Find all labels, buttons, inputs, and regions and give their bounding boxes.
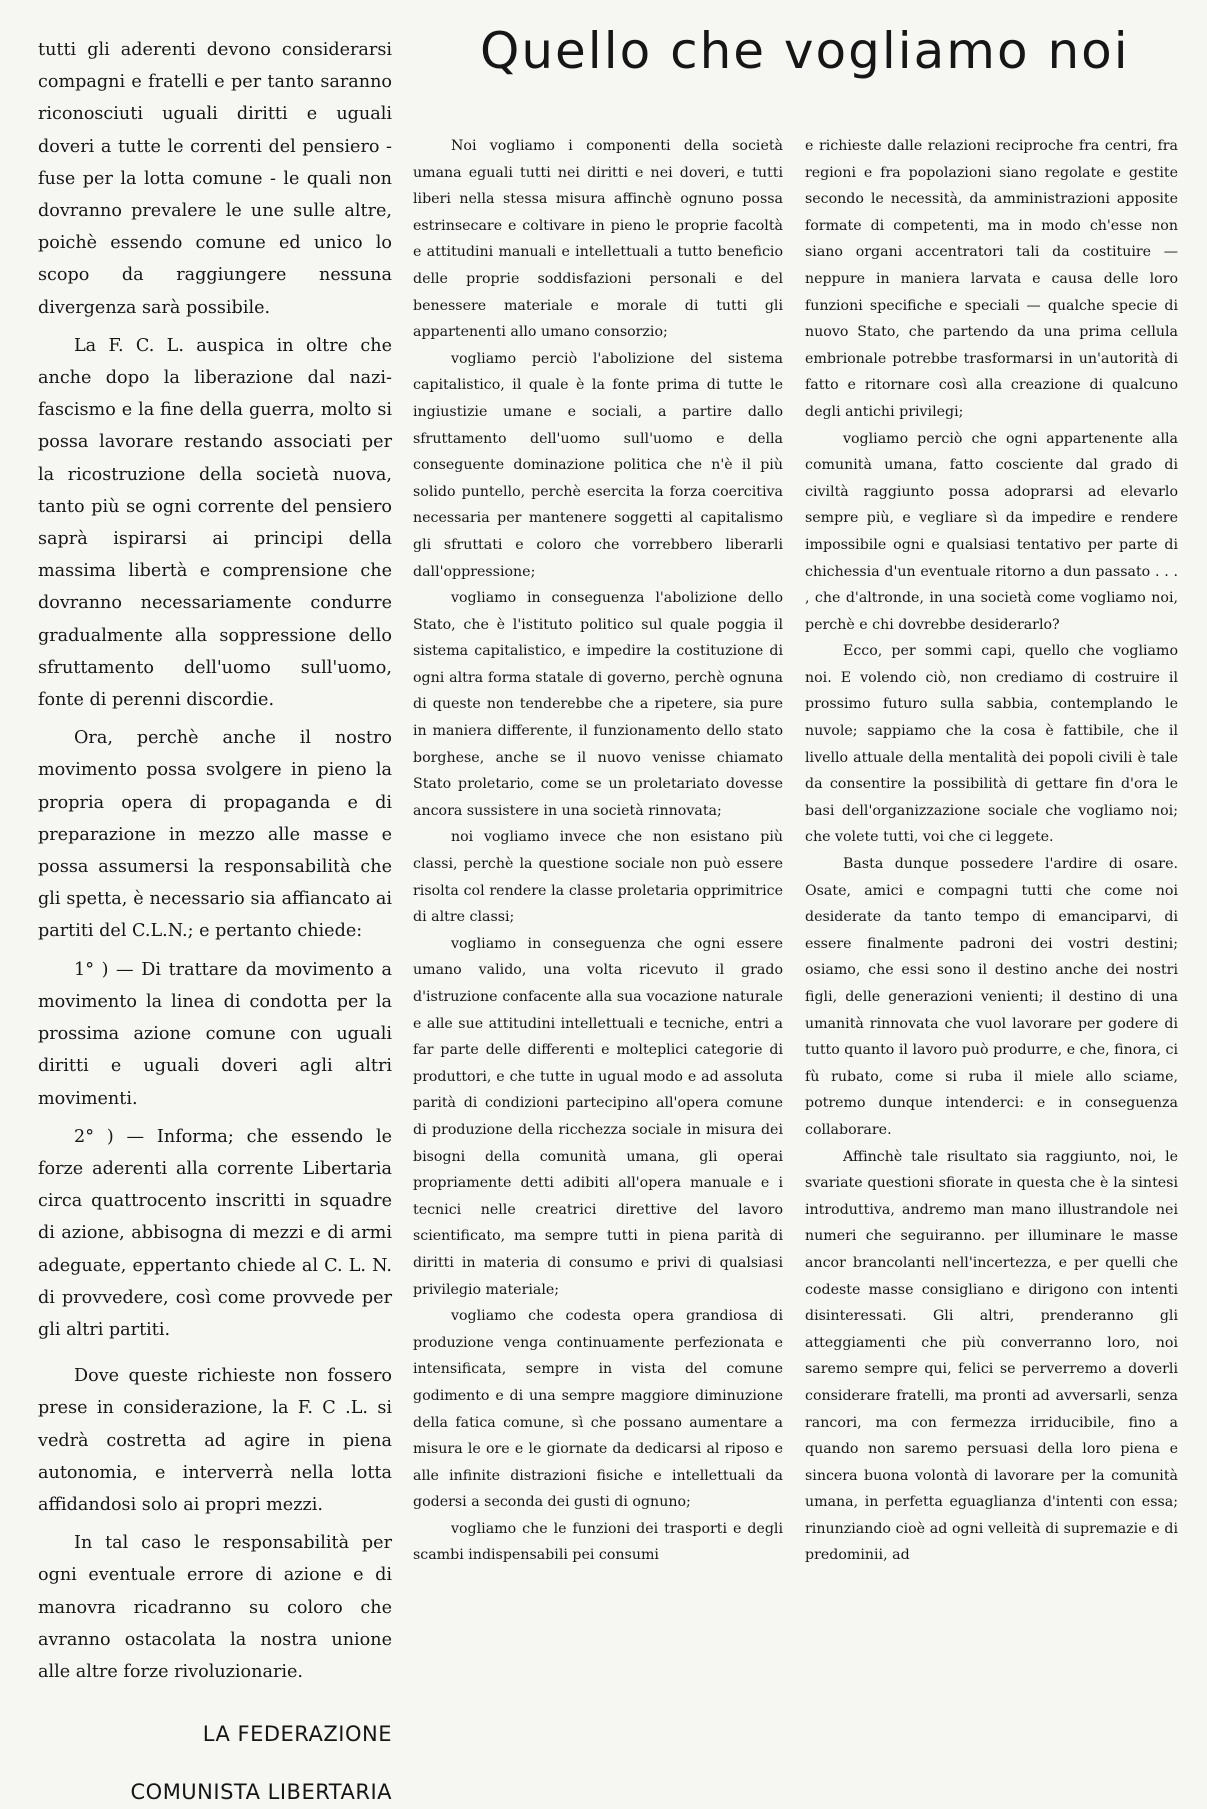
paragraph: vogliamo in conseguenza che ogni essere umano valido, una volta ricevuto il grado d'istruzione confacente alla sua vocazione naturale e alle sue attitudini intellettuali e tecniche, entri a far parte delle differenti e molteplici categorie di produttori, e che tutte in ugual modo e ad assoluta parità di condizioni partecipino all'opera comune di produzione della ricchezza sociale in misura dei bisogni della comunità umana, gli operai propriamente detti adibiti all'opera manuale e i tecnici nelle creatrici direttive del lavoro scientificato, ma sempre tutti in piena parità di diritti in materia di consumo e privi di qualsiasi privilegio materiale; [413,935,783,1298]
paragraph: Affinchè tale risultato sia raggiunto, noi, le svariate questioni sfiorate in questa che è la sintesi introduttiva, andremo man mano illustrandole nei numeri che seguiranno. per illuminare le masse ancor brancolanti nell'incertezza, e per quelli che codeste masse consigliano e dirigono con intenti disinteressati. Gli altri, prenderanno gli atteggiamenti che più converranno loro, noi saremo sempre qui, felici se perverremo a doverli considerare fratelli, ma pronti ad avversarli, senza rancori, ma con fermezza irriducibile, fino a quando non saremo persuasi della loro piena e sincera buona volontà di lavorare per la comunità umana, in perfetta eguaglianza d'intenti con essa; rinunziando cioè ad ogni velleità di supremazie e di predominii, ad [805,1148,1178,1564]
paragraph: Dove queste richieste non fossero prese in considerazione, la F. C .L. si vedrà costretta ad agire in piena autonomia, e interverrà nella lotta affidandosi solo ai propri mezzi. [38,1366,392,1515]
paragraph: Ora, perchè anche il nostro movimento possa svolgere in pieno la propria opera di propaganda e di preparazione in mezzo alle masse e possa assumersi la responsabilità che gli spetta, è necessario sia affiancato ai partiti del C.L.N.; e pertanto chiede: [38,728,392,942]
paragraph: vogliamo perciò che ogni appartenente alla comunità umana, fatto cosciente dal grado di civiltà raggiunto possa adoprarsi ad elevarlo sempre più, e vegliare sì da impedire e rendere impossibile ogni e qualsiasi tentativo per parte di chichessia d'un eventuale ritorno a dun passato . . . , che d'altronde, in una società come vogliamo noi, perchè e chi dovrebbe desiderarlo? [805,430,1178,633]
paragraph: La F. C. L. auspica in oltre che anche dopo la liberazione dal nazi-fascismo e la fine della guerra, molto si possa lavorare restando associati per la ricostruzione della società nuova, tanto più se ogni corrente del pensiero saprà ispirarsi ai principi della massima libertà e comprensione che dovranno necessariamente condurre gradualmente alla soppressione dello sfruttamento dell'uomo sull'uomo, fonte di perenni discordie. [38,335,392,711]
paragraph: vogliamo in conseguenza l'abolizione dello Stato, che è l'istituto politico sul quale poggia il sistema capitalistico, e impedire la costituzione di ogni altra forma statale di governo, perchè ognuna di queste non tenderebbe che a ripetere, sia pure in maniera differente, il funzionamento dello stato borghese, anche se il nuovo venisse chiamato Stato proletario, come se un proletariato dovesse ancora sussistere in una società rinnovata; [413,590,783,819]
paragraph: Noi vogliamo i componenti della società umana eguali tutti nei diritti e nei doveri, e tutti liberi nella stessa misura affinchè ognuno possa estrinsecare e coltivare in pieno le proprie facoltà e attitudini manuali e intellettuali a tutto beneficio delle proprie soddisfazioni personali e del benessere materiale e morale di tutti gli appartenenti allo umano consorzio; [413,138,783,341]
signature-line-2: COMUNISTA LIBERTARIA [130,1780,392,1805]
paragraph: vogliamo che codesta opera grandiosa di produzione venga continuamente perfezionata e intensificata, sempre in vista del comune godimento e di una sempre maggiore diminuzione della fatica comune, sì che possano aumentare a misura le ore e le giornate da dedicarsi al riposo e alle infinite distrazioni fisiche e intellettuali da godersi a seconda dei gusti di ognuno; [413,1308,783,1511]
paragraph: noi vogliamo invece che non esistano più classi, perchè la questione sociale non può essere risolta col rendere la classe proletaria opprimitrice di altre classi; [413,829,783,926]
paragraph: In tal caso le responsabilità per ogni eventuale errore di azione e di manovra ricadranno su coloro che avranno ostacolata la nostra unione alle altre forze rivoluzionarie. [38,1533,392,1682]
paragraph: tutti gli aderenti devono considerarsi compagni e fratelli e per tanto saranno riconosciuti uguali diritti e uguali doveri a tutte le correnti del pensiero - fuse per la lotta comune - le quali non dovranno prevalere le une sulle altre, poichè essendo comune ed unico lo scopo da raggiungere nessuna divergenza sarà possibile. [38,40,392,318]
left-column [38,34,392,1809]
paragraph: 1° ) — Di trattare da movimento a movimento la linea di condotta per la prossima azione comune con uguali diritti e uguali doveri agli altri movimenti. [38,959,392,1109]
paragraph: Ecco, per sommi capi, quello che vogliamo noi. E volendo ciò, non crediamo di costruire il prossimo futuro sulla sabbia, contemplando le nuvole; sappiamo che la cosa è fattibile, che il livello attuale della mentalità dei popoli civili è tale da consentire la possibilità di gettare fin d'ora le basi dell'organizzazione sociale che vogliamo noi; che volete tutti, voi che ci leggete. [805,643,1178,846]
signature-line-1: LA FEDERAZIONE [202,1722,392,1747]
paragraph: 2° ) — Informa; che essendo le forze aderenti alla corrente Libertaria circa quattrocento inscritti in squadre di azione, abbisogna di mezzi e di armi adeguate, eppertanto chiede al C. L. N. di provvedere, così come provvede per gli altri partiti. [38,1126,392,1340]
paragraph: Basta dunque possedere l'ardire di osare. Osate, amici e compagni tutti che come noi desiderate da tanto tempo di emanciparvi, di essere finalmente padroni dei vostri destini; osiamo, che essi sono il destino anche dei nostri figli, delle generazioni venienti; il destino di una umanità rinnovata che vuol lavorare per godere di tutto quanto il lavoro può produrre, e che, finora, ci fù rubato, come si ruba il miele allo sciame, potremo dunque intenderci: e in conseguenza collaborare. [805,856,1178,1138]
paragraph: e richieste dalle relazioni reciproche fra centri, fra regioni e fra popolazioni siano regolate e gestite secondo le necessità, da amministrazioni apposite formate di competenti, ma in modo ch'esse non siano organi accentratori tali da costituire — neppure in maniera larvata e causa delle loro funzioni specifiche e speciali — qualche specie di nuovo Stato, che partendo da una prima cellula embrionale potrebbe trasformarsi in un'autorità di fatto e ritornare così alla creazione di qualcuno degli antichi privilegi; [805,138,1178,420]
paragraph: vogliamo perciò l'abolizione del sistema capitalistico, il quale è la fonte prima di tutte le ingiustizie umane e sociali, a partire dallo sfruttamento dell'uomo sull'uomo e della conseguente dominazione politica che n'è il più solido puntello, perchè esercita la forza coercitiva necessaria per mantenere soggetti al capitalismo gli sfruttati e coloro che vorrebbero liberarli dall'oppressione; [413,350,783,580]
paragraph: vogliamo che le funzioni dei trasporti e degli scambi indispensabili pei consumi [413,1520,783,1564]
right-column [805,133,1178,1569]
article-title: Quello che vogliamo noi [480,22,1130,80]
middle-column [413,133,783,1569]
